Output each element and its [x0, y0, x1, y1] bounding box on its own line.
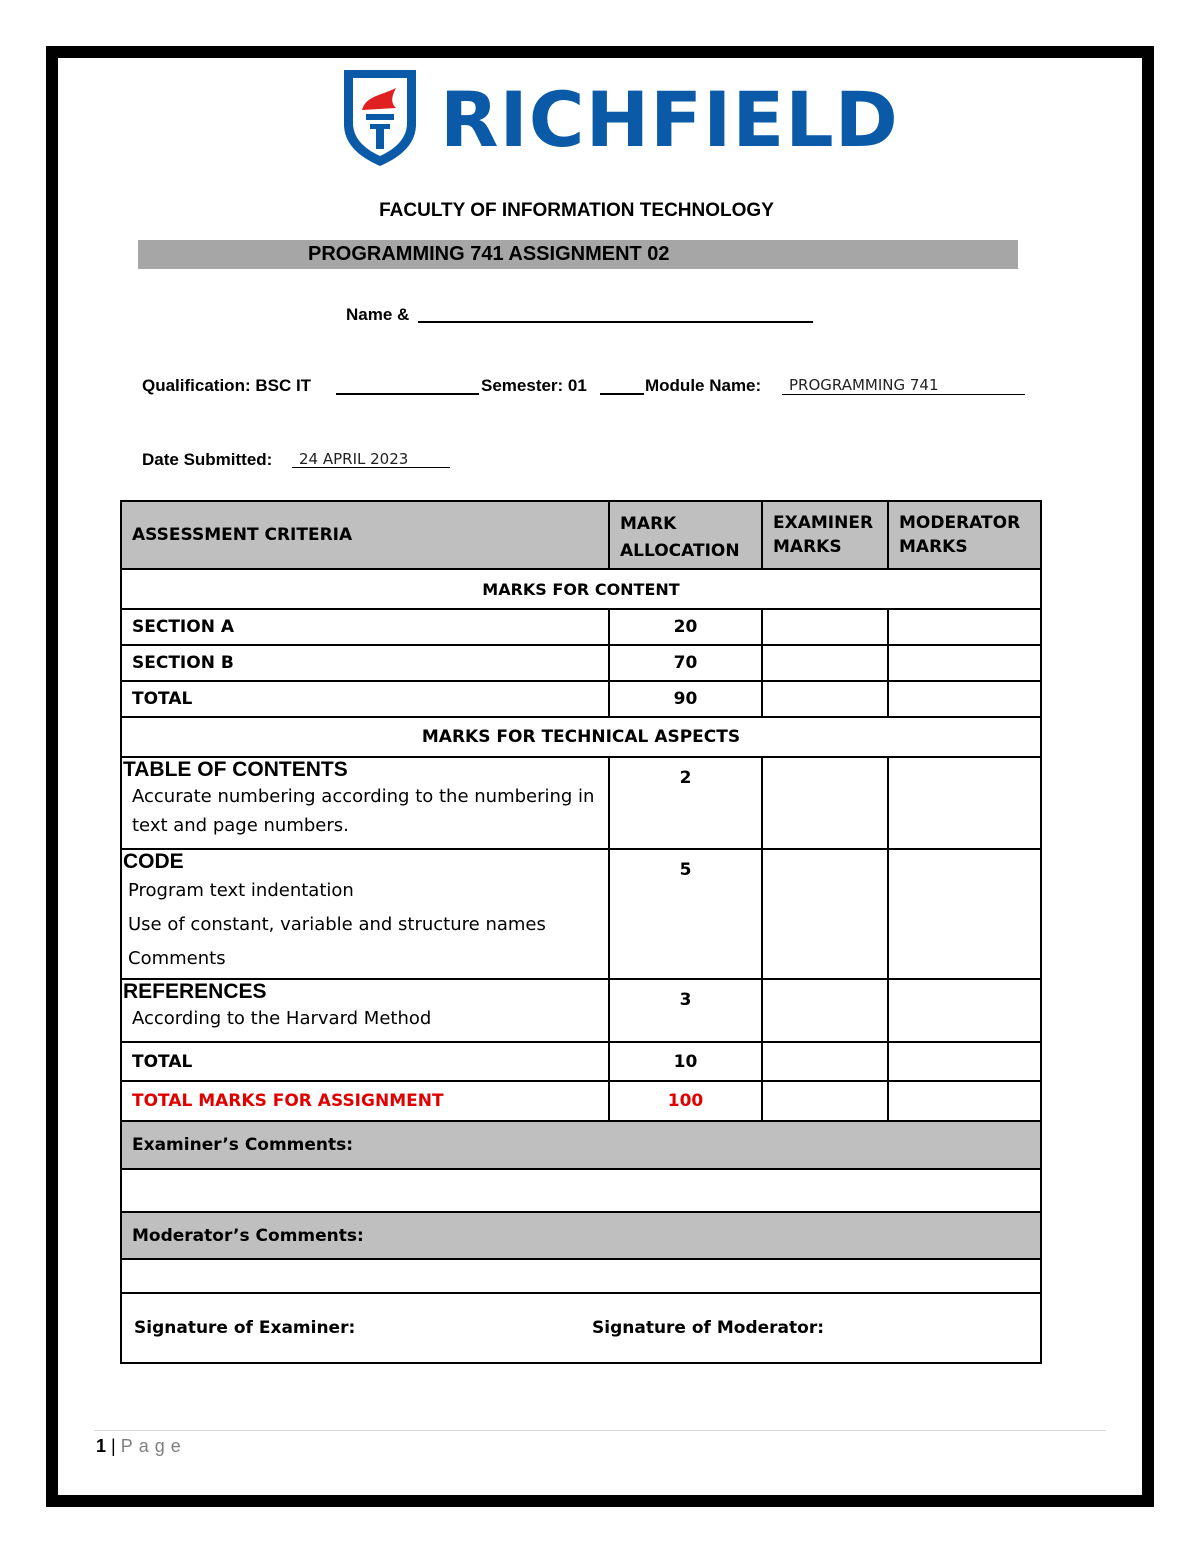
- table-row: [121, 609, 1041, 645]
- qualification-label: Qualification: BSC IT: [142, 376, 312, 395]
- footer-divider: [94, 1430, 1106, 1431]
- row-mark: 90: [609, 681, 762, 717]
- semester-line: [600, 393, 644, 395]
- examiner-comments-heading: Examiner’s Comments:: [121, 1121, 1041, 1169]
- table-row: [121, 681, 1041, 717]
- signature-examiner-label: Signature of Examiner:: [134, 1318, 356, 1338]
- moderator-cell[interactable]: [888, 1042, 1041, 1081]
- header-examiner: EXAMINER MARKS: [762, 501, 888, 569]
- examiner-cell[interactable]: [762, 609, 888, 645]
- toc-mark: 2: [609, 757, 762, 849]
- examiner-cell[interactable]: [762, 979, 888, 1042]
- moderator-comments-heading: Moderator’s Comments:: [121, 1212, 1041, 1259]
- code-line-names: Use of constant, variable and structure names: [128, 914, 546, 935]
- moderator-cell[interactable]: [888, 609, 1041, 645]
- references-description: According to the Harvard Method: [132, 1008, 432, 1029]
- examiner-cell[interactable]: [762, 1042, 888, 1081]
- page-footer: [96, 1436, 187, 1457]
- moderator-comments-field[interactable]: [121, 1259, 1041, 1293]
- moderator-cell[interactable]: [888, 757, 1041, 849]
- header-moderator: MODERATOR MARKS: [888, 501, 1041, 569]
- examiner-comments-field[interactable]: [121, 1169, 1041, 1212]
- row-mark: 20: [609, 609, 762, 645]
- examiner-cell[interactable]: [762, 681, 888, 717]
- moderator-cell[interactable]: [888, 849, 1041, 979]
- row-label: SECTION B: [121, 645, 609, 681]
- moderator-cell[interactable]: [888, 979, 1041, 1042]
- module-name-value: PROGRAMMING 741: [789, 376, 939, 394]
- row-label: TOTAL: [121, 681, 609, 717]
- moderator-cell[interactable]: [888, 1081, 1041, 1121]
- richfield-logo: [340, 66, 899, 170]
- grand-total-mark: 100: [609, 1081, 762, 1121]
- toc-description: Accurate numbering according to the numbering in text and page numbers.: [132, 786, 595, 836]
- technical-section-heading: MARKS FOR TECHNICAL ASPECTS: [121, 717, 1041, 757]
- page-word: Page: [120, 1436, 187, 1456]
- table-row: [121, 849, 1041, 979]
- content-section-heading: MARKS FOR CONTENT: [121, 569, 1041, 609]
- code-mark: 5: [609, 849, 762, 979]
- examiner-cell[interactable]: [762, 849, 888, 979]
- date-submitted-line: [292, 467, 450, 468]
- qualification-line: [336, 393, 479, 395]
- references-title: REFERENCES: [123, 980, 267, 1003]
- row-mark: 70: [609, 645, 762, 681]
- assignment-title: PROGRAMMING 741 ASSIGNMENT 02: [308, 243, 670, 265]
- table-row: [121, 757, 1041, 849]
- table-row: [121, 645, 1041, 681]
- code-line-indentation: Program text indentation: [128, 880, 354, 901]
- examiner-cell[interactable]: [762, 1081, 888, 1121]
- header-criteria: ASSESSMENT CRITERIA: [121, 501, 609, 569]
- table-row: [121, 1042, 1041, 1081]
- date-submitted-label: Date Submitted:: [142, 450, 273, 469]
- references-mark: 3: [609, 979, 762, 1042]
- table-header-row: [121, 501, 1041, 569]
- tech-total-label: TOTAL: [121, 1042, 609, 1081]
- moderator-cell[interactable]: [888, 645, 1041, 681]
- toc-title: TABLE OF CONTENTS: [123, 758, 348, 781]
- table-row: [121, 979, 1041, 1042]
- assessment-table: [120, 500, 1042, 1364]
- module-name-line: [782, 394, 1025, 395]
- tech-total-mark: 10: [609, 1042, 762, 1081]
- examiner-cell[interactable]: [762, 645, 888, 681]
- name-label: Name &: [346, 305, 410, 324]
- page-number: 1: [96, 1436, 107, 1456]
- module-name-label: Module Name:: [645, 376, 762, 395]
- footer-separator: |: [111, 1436, 116, 1456]
- code-title: CODE: [123, 850, 184, 873]
- shield-icon: [340, 66, 420, 170]
- code-line-comments: Comments: [128, 948, 226, 969]
- semester-label: Semester: 01: [481, 376, 587, 395]
- row-label: SECTION A: [121, 609, 609, 645]
- examiner-cell[interactable]: [762, 757, 888, 849]
- name-field-line[interactable]: [418, 321, 813, 323]
- moderator-cell[interactable]: [888, 681, 1041, 717]
- faculty-heading: FACULTY OF INFORMATION TECHNOLOGY: [379, 200, 774, 221]
- header-mark-allocation: MARK ALLOCATION: [609, 501, 762, 569]
- date-submitted-value: 24 APRIL 2023: [299, 450, 409, 468]
- table-row: [121, 1081, 1041, 1121]
- grand-total-label: TOTAL MARKS FOR ASSIGNMENT: [121, 1081, 609, 1121]
- signature-moderator-label: Signature of Moderator:: [592, 1318, 825, 1338]
- brand-name: RICHFIELD: [440, 75, 899, 164]
